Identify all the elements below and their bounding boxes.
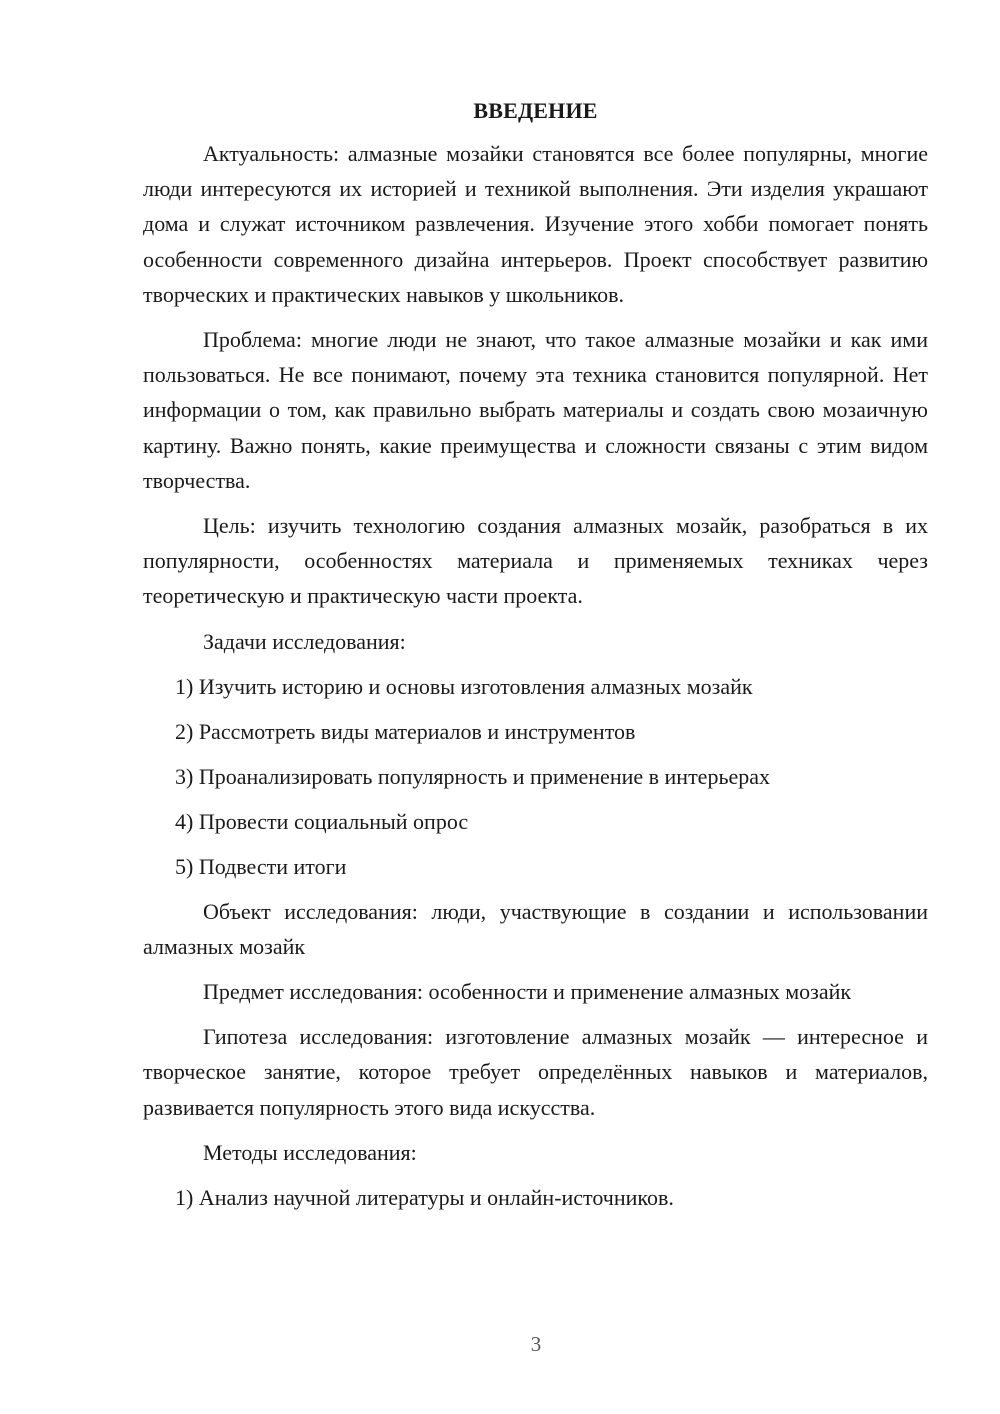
task-item: 3) Проанализировать популярность и применение в интерьерах — [175, 763, 771, 789]
relevance-paragraph: Актуальность: алмазные мозайки становятся все более популярны, многие люди интересуются их историей и техникой выполнения. Эти изделия украшают дома и служат источником развлечения. Изучение этого хобби помогает понять особенности современного дизайна интерьеров. Проект способствует развитию творческих и практических навыков у школьников. — [143, 141, 928, 307]
task-item: 4) Провести социальный опрос — [175, 808, 469, 834]
subject-paragraph: Предмет исследования: особенности и применение алмазных мозайк — [203, 979, 852, 1005]
page-number: 3 — [530, 1332, 542, 1356]
page-heading: ВВЕДЕНИЕ — [473, 98, 598, 123]
object-paragraph: Объект исследования: люди, участвующие в создании и использовании алмазных мозайк — [143, 898, 928, 959]
problem-paragraph: Проблема: многие люди не знают, что такое алмазные мозайки и как ими пользоваться. Не все понимают, почему эта техника становится популярной. Нет информации о том, как правильно выбрать материалы и создать свою мозаичную картину. Важно понять, какие преимущества и сложности связаны с этим видом творчества. — [143, 327, 928, 493]
goal-paragraph: Цель: изучить технологию создания алмазных мозайк, разобраться в их популярности, особенностях материала и применяемых техниках через теоретическую и практическую части проекта. — [143, 513, 928, 609]
task-item: 5) Подвести итоги — [175, 853, 347, 879]
method-item: 1) Анализ научной литературы и онлайн-источников. — [175, 1184, 674, 1210]
task-item: 1) Изучить историю и основы изготовления алмазных мозайк — [175, 673, 753, 699]
methods-title: Методы исследования: — [203, 1139, 417, 1165]
document-page — [143, 94, 928, 1225]
tasks-list — [143, 669, 928, 884]
methods-list — [143, 1180, 928, 1215]
task-item: 2) Рассмотреть виды материалов и инструментов — [175, 718, 636, 744]
hypothesis-paragraph: Гипотеза исследования: изготовление алмазных мозайк — интересное и творческое занятие, которое требует определённых навыков и материалов, развивается популярность этого вида искусства. — [143, 1024, 928, 1120]
tasks-title: Задачи исследования: — [203, 628, 406, 654]
